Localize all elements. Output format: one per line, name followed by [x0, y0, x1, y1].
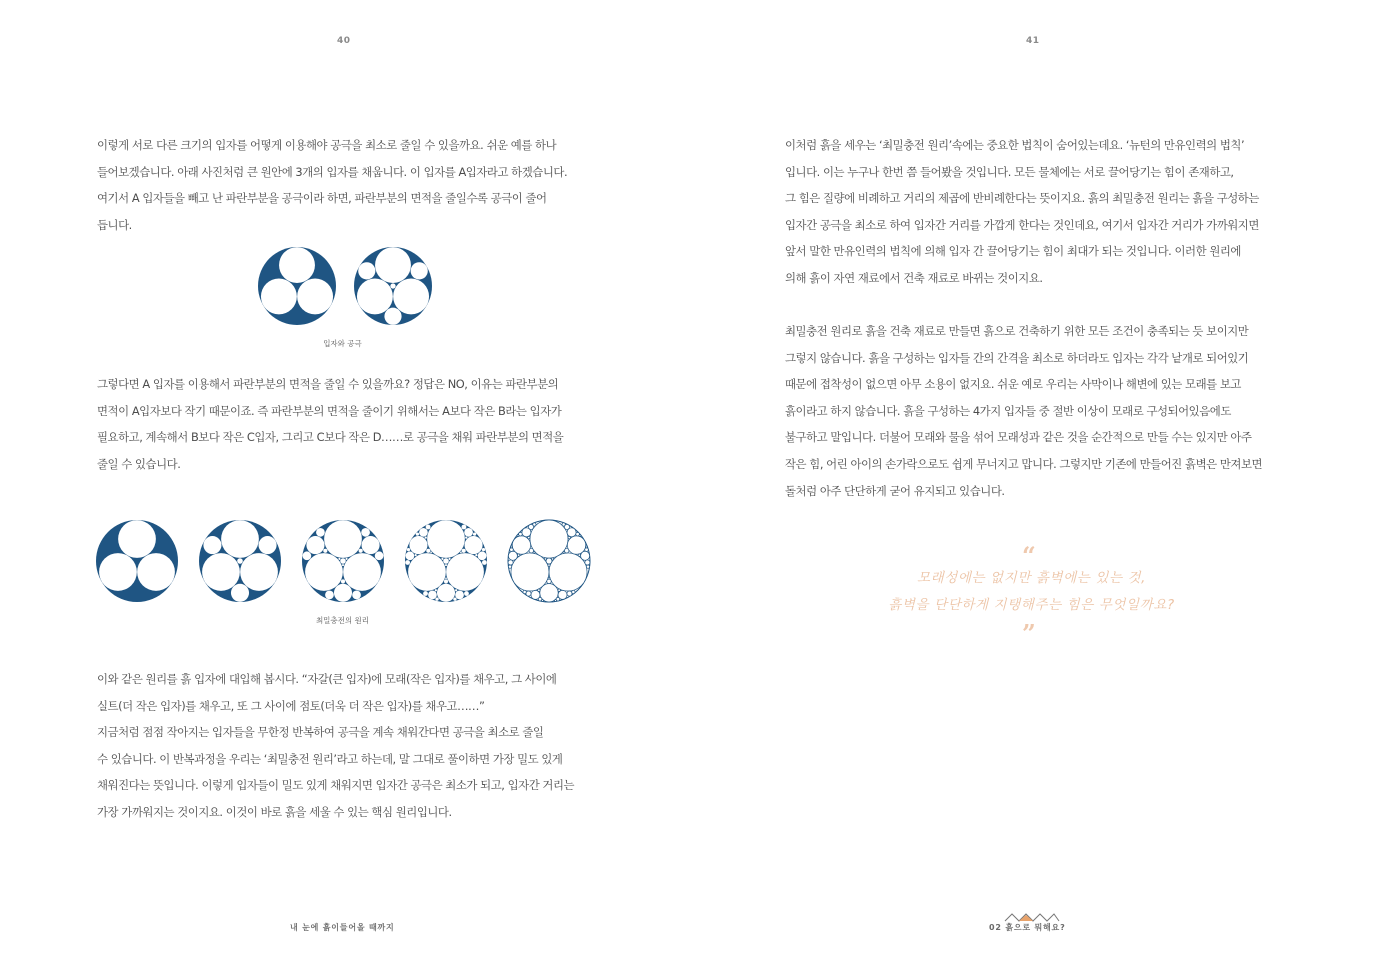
particle [482, 560, 487, 565]
particle [443, 558, 449, 564]
text-line: 입자간 공극을 최소로 하여 입자간 거리를 가깝게 한다는 것인데요, 여기서 입자간 거리가 가까워지면 [785, 217, 1259, 232]
quote-line: 모래성에는 없지만 흙벽에는 있는 것, [916, 570, 1147, 586]
particle [462, 549, 466, 553]
particle [338, 558, 340, 560]
packing-circle-diagram [302, 520, 384, 602]
footer-title: 내 눈에 흙이들어올 때까지 [290, 923, 395, 932]
particle-void-figure [255, 244, 455, 344]
particle [305, 553, 343, 591]
particle [306, 536, 324, 554]
packing-circle-diagram [405, 520, 487, 602]
particle [473, 533, 476, 536]
particle [455, 591, 464, 600]
particle [408, 553, 446, 591]
figure-caption: 최밀충전의 원리 [315, 616, 370, 625]
particle [259, 536, 277, 554]
text-line: 여기서 A 입자들을 빼고 난 파란부분을 공극이라 하면, 파란부분의 면적을 줄일수록 공극이 줄어 [97, 191, 547, 206]
particle [533, 523, 536, 526]
particle [568, 536, 571, 539]
particle [325, 591, 334, 600]
particle [390, 283, 395, 288]
particle [357, 279, 393, 315]
particle [551, 558, 553, 560]
particle [578, 554, 581, 557]
particle [237, 558, 243, 564]
particle [517, 554, 520, 557]
particle [478, 551, 487, 560]
quote-close-mark: ” [1022, 619, 1036, 648]
particle [411, 262, 428, 279]
particle [428, 591, 437, 600]
particle [585, 560, 590, 565]
particle [375, 551, 384, 560]
particle [475, 554, 477, 556]
footer-title: 02 흙으로 뭐해요? [989, 923, 1066, 932]
particle [453, 598, 456, 601]
particle [425, 537, 427, 539]
text-line: 줄일 수 있습니다. [97, 456, 181, 471]
particle [423, 591, 428, 596]
paragraph [97, 666, 574, 826]
particle [279, 247, 315, 283]
text-line: 가장 가까워지는 것이지요. 이것이 바로 흙을 세울 수 있는 핵심 원리입니다. [97, 804, 452, 819]
particle [393, 279, 429, 315]
text-line: 수 있습니다. 이 반복과정을 우리는 ‘최밀충전 원리’라고 하는데, 말 그대로 풀이하면 가장 밀도 있게 [97, 751, 563, 766]
figure-caption: 입자와 공극 [323, 339, 362, 348]
particle [435, 598, 438, 601]
packing-circle-diagram [199, 520, 281, 602]
right-page [688, 0, 1375, 971]
particle [523, 590, 526, 593]
text-line: 채워진다는 뜻입니다. 이렇게 입자들이 밀도 있게 채워지면 입자간 공극은 최소가 되고, 입자간 거리는 [97, 778, 575, 793]
particle [118, 520, 156, 558]
page-number: 41 [1026, 36, 1040, 46]
packing-circle-diagram [508, 520, 590, 602]
particle [406, 551, 415, 560]
quote-line: 흙벽을 단단하게 지탱해주는 힘은 무엇일까요? [888, 597, 1175, 613]
particle [202, 553, 240, 591]
particle [416, 533, 419, 536]
particle [203, 536, 221, 554]
particle [375, 247, 411, 283]
particle [465, 537, 467, 539]
particle [508, 560, 513, 565]
paragraph [785, 318, 1262, 504]
particle [419, 528, 428, 537]
particle [449, 558, 451, 560]
particle [464, 591, 469, 596]
particle [538, 589, 541, 592]
particle [426, 525, 431, 530]
particle [359, 549, 363, 553]
particle [405, 560, 410, 565]
particle [511, 546, 513, 548]
particle [441, 558, 443, 560]
particle [508, 551, 517, 560]
packing-circle-diagram [354, 247, 432, 325]
densest-packing-figure [94, 517, 594, 607]
particle [586, 546, 588, 548]
particle [334, 584, 352, 602]
particle [240, 553, 278, 591]
text-line: 때문에 접착성이 없으면 아무 소용이 없지요. 쉬운 예로 우리는 사막이나 해변에 있는 모래를 보고 [785, 377, 1241, 392]
text-line: 실트(더 작은 입자)를 채우고, 또 그 사이에 점토(더욱 더 작은 입자)를 채우고……” [97, 698, 485, 713]
particle [415, 554, 417, 556]
particle [527, 536, 530, 539]
particle [445, 577, 447, 579]
particle [437, 584, 455, 602]
particle [303, 551, 312, 560]
particle [547, 579, 551, 583]
page-number: 40 [337, 36, 351, 46]
particle [548, 577, 550, 579]
particle [261, 279, 297, 315]
particle [362, 536, 380, 554]
particle [579, 535, 581, 537]
particle [586, 565, 589, 568]
text-line: 그렇지 않습니다. 흙을 구성하는 입자들 간의 간격을 최소로 하더라도 입자는 각각 낱개로 되어있기 [785, 350, 1249, 365]
paragraph [97, 371, 563, 477]
particle [464, 528, 473, 537]
particle [444, 579, 448, 583]
particle [526, 591, 531, 596]
particle [510, 548, 514, 552]
particle [585, 548, 589, 552]
particle [358, 262, 375, 279]
particle [324, 520, 362, 558]
particle [323, 549, 327, 553]
paragraph [97, 132, 567, 238]
text-line: 필요하고, 계속해서 B보다 작은 C입자, 그리고 C보다 작은 D……로 공극을 채워 파란부분의 면적을 [97, 430, 564, 445]
text-line: 최밀충전 원리로 흙을 건축 재료로 만들면 흙으로 건축하기 위한 모든 조건이 충족되는 듯 보이지만 [785, 324, 1249, 338]
particle [548, 564, 550, 566]
text-line: 듭니다. [97, 217, 132, 232]
text-line: 그렇다면 A 입자를 이용해서 파란부분의 면적을 줄일 수 있을까요? 정답은 NO, 이유는 파란부분의 [97, 377, 559, 391]
particle [430, 552, 432, 554]
particle [517, 535, 519, 537]
packing-circle-diagram [96, 520, 178, 602]
particle [445, 564, 447, 566]
particle [555, 600, 557, 602]
particle [455, 589, 457, 591]
text-line: 이처럼 흙을 세우는 ‘최밀충전 원리’속에는 중요한 법칙이 숨어있는데요. ‘뉴턴의 만유인력의 법칙’ [785, 138, 1245, 152]
text-line: 흙이라고 하지 않습니다. 흙을 구성하는 4가지 입자들 중 절반 이상이 모래로 구성되어있음에도 [785, 403, 1231, 418]
text-line: 불구하고 말입니다. 더불어 모래와 물을 섞어 모래성과 같은 것을 순간적으로 만들 수는 있지만 아주 [785, 430, 1252, 445]
left-page [0, 0, 687, 971]
particle [346, 558, 348, 560]
particle [426, 549, 430, 553]
quote-open-mark: “ [1022, 541, 1036, 570]
particle [460, 552, 462, 554]
particle [562, 523, 565, 526]
particle [541, 600, 543, 602]
particle [427, 520, 465, 558]
particle [567, 591, 572, 596]
particle [341, 579, 345, 583]
mountain-icon [1003, 912, 1059, 922]
particle [572, 590, 575, 593]
text-line: 그 힘은 질량에 비례하고 거리의 제곱에 반비례한다는 뜻이지요. 흙의 최밀충전 원리는 흙을 구성하는 [785, 191, 1259, 206]
particle [533, 551, 535, 553]
particle [544, 558, 546, 560]
particle [563, 551, 565, 553]
particle [409, 536, 427, 554]
text-line: 돌처럼 아주 단단하게 굳어 유지되고 있습니다. [785, 483, 1005, 498]
particle [99, 553, 137, 591]
particle [352, 591, 361, 600]
particle [231, 584, 249, 602]
particle [342, 564, 344, 566]
text-line: 들어보겠습니다. 아래 사진처럼 큰 원안에 3개의 입자를 채웁니다. 이 입자를 A입자라고 하겠습니다. [97, 164, 568, 179]
particle [581, 551, 590, 560]
particle [407, 548, 410, 551]
text-line: 작은 힘, 어린 아이의 손가락으로도 쉽게 무너지고 맙니다. 그렇지만 기존에 만들어진 흙벽은 만져보면 [785, 456, 1263, 471]
particle [297, 279, 333, 315]
particle [361, 528, 370, 537]
particle [435, 589, 437, 591]
text-line: 이와 같은 원리를 흙 입자에 대입해 봅시다. “자갈(큰 입자)에 모래(작은 입자)를 채우고, 그 사이에 [97, 672, 557, 686]
particle [343, 553, 381, 591]
particle [508, 565, 511, 568]
particle [558, 589, 561, 592]
particle [316, 528, 325, 537]
text-line: 이렇게 서로 다른 크기의 입자를 어떻게 이용해야 공극을 최소로 줄일 수 있을까요. 쉬운 예를 하나 [97, 138, 557, 152]
particle [462, 525, 467, 530]
paragraph [785, 132, 1259, 292]
particle [482, 548, 485, 551]
particle [384, 308, 401, 325]
text-line: 입니다. 이는 누구나 한번 쯤 들어봤을 것입니다. 모든 물체에는 서로 끌어당기는 힘이 존재하고, [785, 164, 1234, 179]
particle [137, 553, 175, 591]
particle [340, 558, 346, 564]
particle [446, 553, 484, 591]
text-line: 지금처럼 점점 작아지는 입자들을 무한정 반복하여 공극을 계속 채워간다면 공극을 최소로 줄일 [97, 725, 544, 740]
text-line: 면적이 A입자보다 작기 때문이죠. 즉 파란부분의 면적을 줄이기 위해서는 A보다 작은 B라는 입자가 [97, 403, 562, 418]
packing-circle-diagram [258, 247, 336, 325]
particle [221, 520, 259, 558]
text-line: 앞서 말한 만유인력의 법칙에 의해 입자 간 끌어당기는 힘이 최대가 되는 것입니다. 이러한 원리에 [785, 244, 1241, 259]
particle [465, 536, 483, 554]
text-line: 의해 흙이 자연 재료에서 건축 재료로 바뀌는 것이지요. [785, 270, 1043, 285]
